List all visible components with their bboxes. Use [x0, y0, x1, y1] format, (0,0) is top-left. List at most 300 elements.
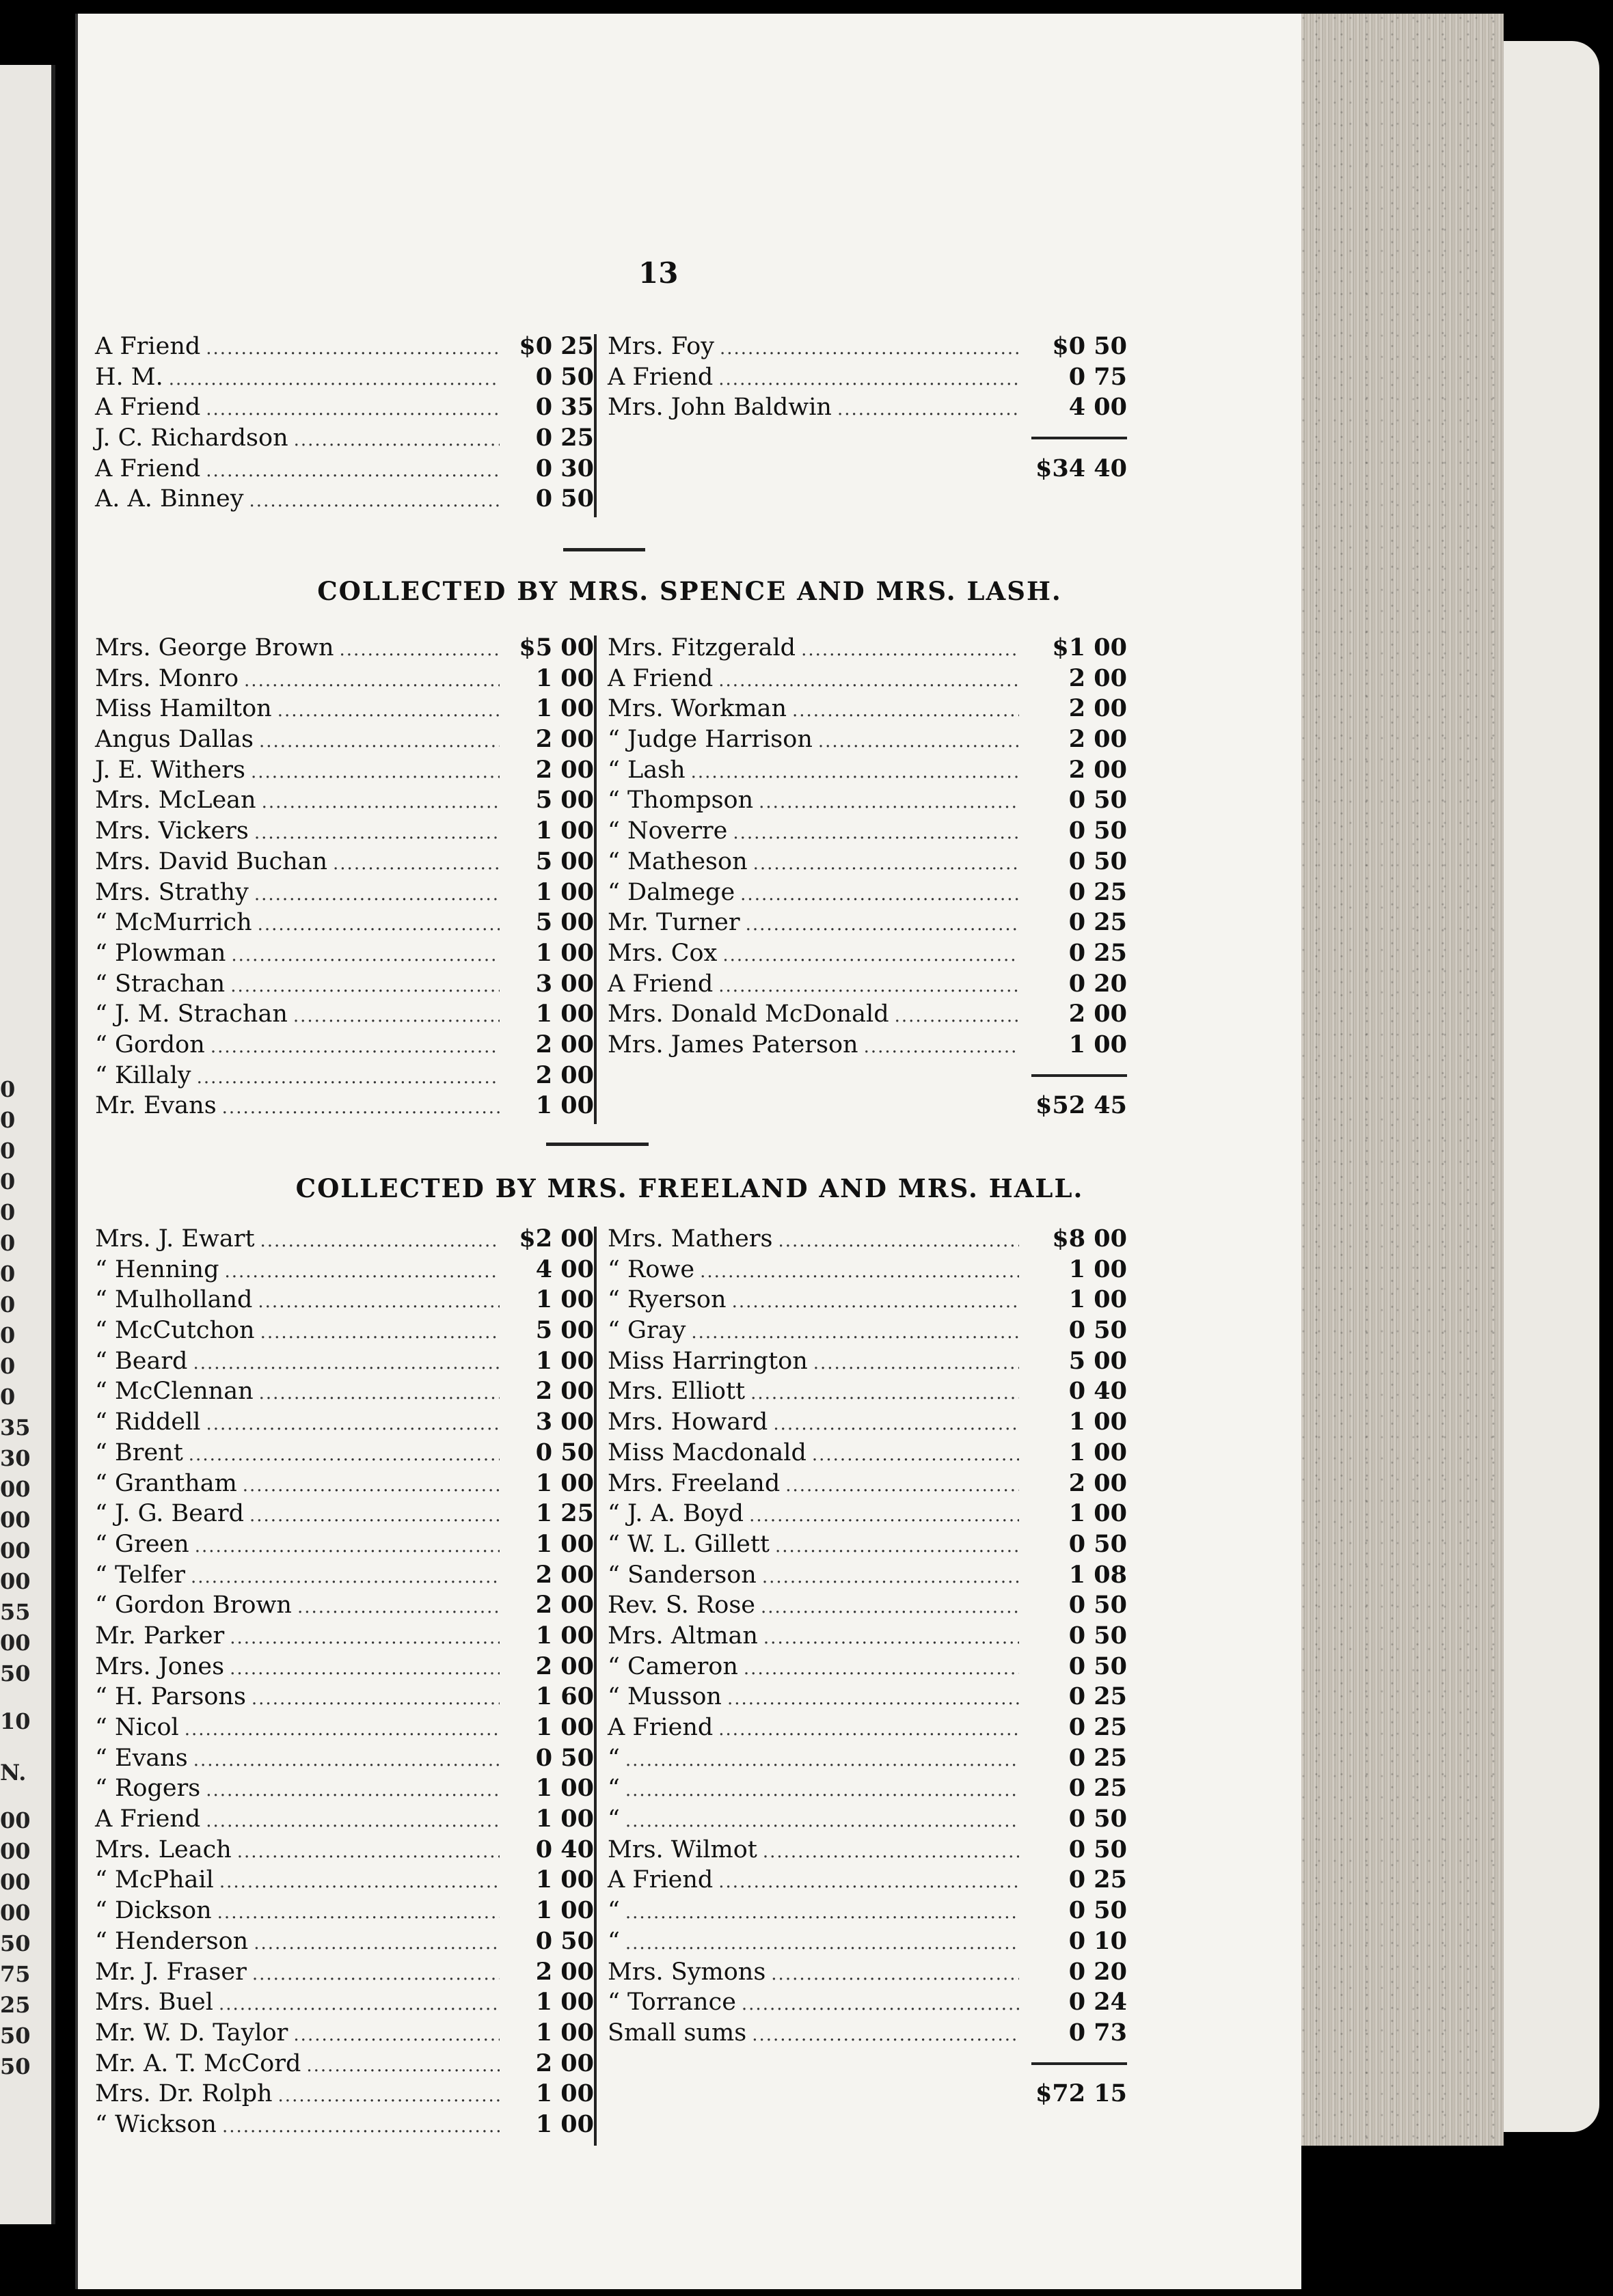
donor-name: A Friend	[95, 394, 201, 422]
donor-name: “ Rogers	[95, 1775, 201, 1803]
ledger-row	[95, 2049, 594, 2079]
donation-amount: 1 00	[535, 694, 594, 723]
donor-name: A Friend	[95, 333, 201, 360]
leader-dots	[243, 1471, 500, 1501]
ledger-row	[608, 1560, 1127, 1591]
donor-name: J. C. Richardson	[95, 424, 288, 452]
donor-name: “ Henning	[95, 1255, 219, 1283]
donor-name: Mrs. Wilmot	[608, 1835, 757, 1863]
ledger-row	[95, 1804, 594, 1835]
donation-amount: 1 00	[535, 817, 594, 845]
left-page-fragment: 75	[0, 1961, 31, 1987]
donor-name: A Friend	[95, 454, 201, 482]
donor-name: “ Green	[95, 1530, 189, 1558]
donor-name: “ J. M. Strachan	[95, 1000, 288, 1028]
leader-dots	[219, 1989, 500, 2020]
donor-name: “ Sanderson	[608, 1561, 757, 1589]
ledger-row	[95, 1255, 594, 1285]
ledger-row	[95, 1987, 594, 2018]
leader-dots	[763, 1623, 1019, 1654]
donor-name: “ Dickson	[95, 1897, 212, 1925]
total-amount: $72 15	[1035, 2079, 1127, 2108]
ledger-row	[608, 1255, 1127, 1285]
donor-name: “ Musson	[608, 1683, 722, 1711]
leader-dots	[333, 849, 500, 879]
donor-name: “	[608, 1744, 620, 1772]
ledger-row	[95, 331, 594, 362]
donor-name: Angus Dallas	[95, 726, 254, 754]
ledger-row	[608, 633, 1127, 664]
ledger-row	[95, 664, 594, 694]
leader-dots	[750, 1378, 1019, 1409]
donor-name: “ Judge Harrison	[608, 726, 813, 754]
left-page-fragment: N.	[0, 1760, 27, 1786]
donation-amount: 2 00	[535, 1377, 594, 1406]
page-number: 13	[638, 256, 679, 290]
ledger-row	[95, 1376, 594, 1407]
left-page-fragment: 00	[0, 1568, 31, 1594]
section-3-left-column	[95, 1224, 594, 2140]
donor-name: Mrs. Strathy	[95, 878, 249, 906]
donor-name: Mrs. Foy	[608, 333, 714, 360]
leader-dots	[211, 1032, 500, 1063]
column-rule	[594, 1227, 597, 2146]
leader-dots	[185, 1714, 500, 1745]
ledger-row	[95, 1061, 594, 1091]
donation-amount: 0 20	[1068, 1957, 1127, 1986]
left-page-fragment: 10	[0, 1708, 31, 1734]
donor-name: Mr. Evans	[95, 1092, 217, 1120]
ledger-row	[95, 1712, 594, 1743]
leader-dots	[262, 787, 500, 818]
donation-amount: $2 00	[519, 1225, 594, 1253]
ledger-row	[95, 1590, 594, 1621]
left-page-fragment: 0	[0, 1107, 16, 1133]
leader-dots	[744, 1654, 1019, 1684]
donor-name: “ Dalmege	[608, 878, 735, 906]
ledger-row	[95, 1499, 594, 1529]
donor-name: “ H. Parsons	[95, 1683, 246, 1711]
ledger-row	[95, 1682, 594, 1712]
left-page-fragment: 0	[0, 1261, 16, 1287]
left-page-fragment: 00	[0, 1869, 31, 1895]
donation-amount: 2 00	[535, 1652, 594, 1680]
donor-name: “ Evans	[95, 1744, 188, 1772]
ledger-row	[95, 392, 594, 423]
donor-name: Mr. J. Fraser	[95, 1958, 247, 1986]
donation-amount: 1 00	[1068, 1255, 1127, 1283]
donation-amount: 0 50	[535, 1438, 594, 1466]
leader-dots	[813, 1348, 1019, 1379]
ledger-row	[608, 1315, 1127, 1346]
donation-amount: $5 00	[519, 633, 594, 661]
ledger-row	[608, 877, 1127, 908]
donor-name: “	[608, 1775, 620, 1803]
ledger-row	[608, 1712, 1127, 1743]
donor-name: “ Telfer	[95, 1561, 185, 1589]
total-rule	[608, 2049, 1127, 2079]
donation-amount: 2 00	[535, 1061, 594, 1089]
leader-dots	[625, 1898, 1019, 1928]
leader-dots	[189, 1440, 500, 1471]
donation-amount: 0 25	[1068, 1682, 1127, 1711]
leader-dots	[254, 818, 500, 849]
donation-amount: 1 00	[1068, 1408, 1127, 1436]
donor-name: Mrs. Symons	[608, 1958, 766, 1986]
donor-name: Mrs. Donald McDonald	[608, 1000, 889, 1028]
ledger-row	[95, 1835, 594, 1866]
donor-name: “ J. G. Beard	[95, 1500, 244, 1528]
leader-dots	[293, 1001, 500, 1032]
leader-dots	[837, 394, 1019, 425]
leader-dots	[252, 1959, 500, 1990]
leader-dots	[244, 666, 500, 696]
leader-dots	[219, 1867, 500, 1898]
ledger-row	[95, 1091, 594, 1121]
ledger-row	[608, 392, 1127, 423]
leader-dots	[761, 1592, 1019, 1623]
donor-name: Miss Hamilton	[95, 695, 272, 723]
donor-name: Mrs. Vickers	[95, 817, 249, 845]
section-3-total	[608, 2079, 1127, 2109]
donor-name: H. M.	[95, 363, 163, 391]
leader-dots	[720, 333, 1019, 364]
ledger-row	[95, 362, 594, 393]
donor-name: “ Beard	[95, 1347, 188, 1375]
donation-amount: $0 25	[519, 332, 594, 360]
leader-dots	[718, 1867, 1019, 1898]
leader-dots	[773, 1409, 1019, 1440]
ledger-row	[95, 423, 594, 454]
donation-amount: $0 50	[1052, 332, 1127, 360]
section-3-right-column	[608, 1224, 1127, 2109]
donor-name: “ Gordon	[95, 1030, 205, 1058]
ledger-row	[608, 1529, 1127, 1560]
donation-amount: 2 00	[1068, 755, 1127, 784]
donation-amount: 4 00	[1068, 393, 1127, 422]
ledger-row	[608, 1621, 1127, 1652]
donor-name: Mrs. Dr. Rolph	[95, 2080, 273, 2108]
leader-dots	[206, 333, 500, 364]
donor-name: “ Wickson	[95, 2110, 217, 2138]
donor-name: Mr. Turner	[608, 909, 740, 937]
section-1-right-column	[608, 331, 1127, 484]
donation-amount: $1 00	[1052, 633, 1127, 661]
left-page-fragment: 30	[0, 1445, 31, 1471]
donation-amount: 1 00	[1068, 1438, 1127, 1466]
left-page-fragment: 0	[0, 1292, 16, 1317]
leader-dots	[749, 1501, 1019, 1531]
donation-amount: 2 00	[1068, 1468, 1127, 1497]
left-page-fragment: 00	[0, 1900, 31, 1926]
left-page-fragment: 0	[0, 1384, 16, 1410]
donation-amount: 1 00	[535, 877, 594, 906]
ledger-row	[95, 1621, 594, 1652]
leader-dots	[792, 696, 1019, 726]
donor-name: “ Ryerson	[608, 1286, 727, 1314]
donor-name: “ W. L. Gillett	[608, 1530, 770, 1558]
section-2-heading: COLLECTED BY MRS. SPENCE AND MRS. LASH.	[317, 576, 1062, 606]
ledger-row	[608, 362, 1127, 393]
donation-amount: 2 00	[535, 1030, 594, 1058]
donor-name: “ Strachan	[95, 970, 226, 998]
left-page-fragment: 25	[0, 1992, 31, 2018]
donor-name: A Friend	[608, 664, 714, 692]
leader-dots	[625, 1745, 1019, 1776]
donation-amount: 0 35	[535, 393, 594, 422]
donation-amount: 2 00	[1068, 694, 1127, 723]
left-page-fragment: 0	[0, 1322, 16, 1348]
donor-name: A Friend	[95, 1805, 201, 1833]
left-page-fragment: 00	[0, 1507, 31, 1533]
section-3-heading: COLLECTED BY MRS. FREELAND AND MRS. HALL.	[295, 1173, 1084, 1203]
leader-dots	[249, 486, 500, 517]
donor-name: “ McCutchon	[95, 1317, 255, 1345]
left-page-fragment: 00	[0, 1838, 31, 1864]
ledger-row	[608, 1804, 1127, 1835]
donor-name: Mrs. Leach	[95, 1835, 232, 1863]
donation-amount: 0 50	[1068, 1529, 1127, 1558]
ledger-row	[95, 1560, 594, 1591]
ledger-row	[95, 1468, 594, 1499]
leader-dots	[718, 666, 1019, 696]
donation-amount: 5 00	[535, 908, 594, 937]
leader-dots	[691, 757, 1019, 788]
leader-dots	[206, 394, 500, 425]
leader-dots	[277, 696, 500, 726]
ledger-row	[608, 847, 1127, 877]
ledger-row	[608, 816, 1127, 847]
ledger-row	[608, 1285, 1127, 1315]
donation-amount: 0 50	[535, 1743, 594, 1772]
ledger-row	[608, 1438, 1127, 1468]
section-2-left-column	[95, 633, 594, 1121]
leader-dots	[778, 1226, 1020, 1257]
donation-amount: 2 00	[1068, 1000, 1127, 1028]
ledger-row	[608, 1652, 1127, 1682]
donation-amount: 0 50	[1068, 1621, 1127, 1650]
donation-amount: 0 50	[1068, 847, 1127, 875]
donation-amount: 1 00	[535, 2079, 594, 2108]
donor-name: “ Killaly	[95, 1061, 191, 1089]
donor-name: A Friend	[608, 363, 714, 391]
donor-name: Mrs. Elliott	[608, 1378, 746, 1406]
ledger-row	[95, 1896, 594, 1926]
ledger-row	[608, 664, 1127, 694]
ledger-row	[608, 1468, 1127, 1499]
donor-name: Mrs. Monro	[95, 664, 239, 692]
donor-name: Mrs. Mathers	[608, 1225, 773, 1253]
donor-name: “ Plowman	[95, 939, 226, 967]
leader-dots	[224, 1257, 500, 1287]
ledger-row	[95, 1030, 594, 1061]
donation-amount: 2 00	[535, 755, 594, 784]
ledger-row	[95, 969, 594, 1000]
left-page-fragment: 0	[0, 1230, 16, 1256]
leader-dots	[259, 726, 500, 757]
leader-dots	[718, 1714, 1019, 1745]
donation-amount: 2 00	[1068, 664, 1127, 692]
leader-dots	[753, 849, 1019, 879]
donation-amount: $8 00	[1052, 1225, 1127, 1253]
donor-name: “ Torrance	[608, 1988, 736, 2017]
donation-amount: 2 00	[535, 1957, 594, 1986]
section-1-left-column	[95, 331, 594, 515]
donation-amount: 1 00	[535, 1346, 594, 1375]
page-edges	[1299, 14, 1504, 2146]
donation-amount: 0 50	[1068, 1896, 1127, 1925]
leader-dots	[864, 1032, 1019, 1063]
left-page-fragment: 0	[0, 1199, 16, 1225]
donor-name: “ Gordon Brown	[95, 1591, 292, 1620]
section-2-right-column	[608, 633, 1127, 1121]
ledger-row	[95, 2018, 594, 2049]
ledger-row	[95, 1865, 594, 1896]
left-page-fragment: 00	[0, 1630, 31, 1656]
total-rule	[608, 1061, 1127, 1091]
donation-amount: 2 00	[535, 1591, 594, 1620]
donor-name: “ McMurrich	[95, 909, 252, 937]
ledger-row	[95, 1529, 594, 1560]
section-1-right-list	[608, 331, 1127, 423]
leader-dots	[278, 2081, 500, 2112]
donation-amount: 1 00	[535, 664, 594, 692]
ledger-row	[95, 454, 594, 484]
donation-amount: 1 00	[535, 1774, 594, 1803]
donor-name: “ McClennan	[95, 1378, 254, 1406]
donor-name: “ Matheson	[608, 847, 748, 875]
left-page-fragment: 50	[0, 1930, 31, 1956]
donor-name: A Friend	[608, 970, 714, 998]
donor-name: Mrs. Workman	[608, 695, 787, 723]
donation-amount: 0 50	[535, 484, 594, 513]
leader-dots	[771, 1959, 1019, 1990]
leader-dots	[230, 971, 500, 1002]
ledger-row	[95, 1926, 594, 1957]
leader-dots	[625, 1775, 1019, 1806]
donation-amount: 1 00	[535, 2109, 594, 2138]
leader-dots	[231, 940, 500, 971]
donor-name: Miss Harrington	[608, 1347, 808, 1375]
leader-dots	[260, 1226, 500, 1257]
leader-dots	[222, 1093, 500, 1123]
donation-amount: 1 00	[535, 938, 594, 967]
donor-name: Mrs. George Brown	[95, 634, 334, 661]
donor-name: “ J. A. Boyd	[608, 1500, 744, 1528]
ledger-row	[608, 694, 1127, 724]
donation-amount: 0 73	[1068, 2018, 1127, 2047]
leader-dots	[293, 2020, 500, 2051]
leader-dots	[812, 1440, 1019, 1471]
donation-amount: 1 00	[535, 1091, 594, 1120]
donation-amount: 1 00	[1068, 1499, 1127, 1528]
donation-amount: 0 50	[1068, 1652, 1127, 1680]
ledger-row	[95, 1285, 594, 1315]
leader-dots	[306, 2051, 500, 2081]
ledger-row	[95, 694, 594, 724]
ledger-row	[608, 969, 1127, 1000]
donor-name: “ Gray	[608, 1317, 686, 1345]
donation-amount: 2 00	[535, 1560, 594, 1589]
leader-dots	[818, 726, 1019, 757]
ledger-row	[608, 1773, 1127, 1804]
left-page-fragment: 00	[0, 1476, 31, 1502]
separator	[546, 1143, 649, 1146]
donation-amount: 1 00	[535, 1988, 594, 2017]
left-page-fragment: 0	[0, 1076, 16, 1102]
donation-amount: 1 00	[535, 1468, 594, 1497]
donation-amount: 1 00	[1068, 1285, 1127, 1314]
donation-amount: 2 00	[535, 725, 594, 754]
leader-dots	[230, 1654, 500, 1684]
donation-amount: 0 25	[1068, 1713, 1127, 1741]
ledger-row	[608, 1224, 1127, 1255]
ledger-row	[95, 2079, 594, 2109]
ledger-row	[95, 816, 594, 847]
leader-dots	[260, 1317, 500, 1348]
leader-dots	[230, 1623, 500, 1654]
ledger-row	[608, 1926, 1127, 1957]
leader-dots	[625, 1806, 1019, 1837]
donor-name: Mrs. Altman	[608, 1622, 758, 1650]
separator	[563, 548, 645, 551]
donation-amount: 0 40	[535, 1835, 594, 1863]
leader-dots	[718, 364, 1019, 395]
page	[75, 14, 1301, 2289]
leader-dots	[733, 818, 1019, 849]
ledger-row	[95, 1773, 594, 1804]
leader-dots	[206, 1806, 500, 1837]
donor-name: “ Rowe	[608, 1255, 695, 1283]
leader-dots	[727, 1684, 1019, 1714]
donation-amount: 0 25	[1068, 1774, 1127, 1803]
leader-dots	[195, 1531, 500, 1562]
ledger-row	[608, 1590, 1127, 1621]
ledger-row	[95, 755, 594, 786]
leader-dots	[762, 1562, 1019, 1593]
donation-amount: 0 50	[1068, 1316, 1127, 1345]
left-page-fragment: 0	[0, 1353, 16, 1379]
donor-name: Mrs. David Buchan	[95, 847, 328, 875]
left-page-fragment: 00	[0, 1538, 31, 1563]
leader-dots	[718, 971, 1019, 1002]
ledger-row	[95, 1315, 594, 1346]
leader-dots	[254, 879, 500, 910]
donor-name: Mrs. James Paterson	[608, 1030, 858, 1058]
leader-dots	[249, 1501, 500, 1531]
ledger-row	[608, 2018, 1127, 2049]
left-page-fragment: 50	[0, 2023, 31, 2049]
ledger-row	[608, 1896, 1127, 1926]
donor-name: Mrs. John Baldwin	[608, 394, 832, 422]
donation-amount: 0 25	[1068, 938, 1127, 967]
leader-dots	[193, 1348, 500, 1379]
leader-dots	[258, 1287, 500, 1317]
donation-amount: 1 00	[535, 1621, 594, 1650]
leader-dots	[259, 1378, 500, 1409]
donation-amount: 1 00	[1068, 1030, 1127, 1058]
donation-amount: 5 00	[535, 786, 594, 815]
ledger-row	[95, 724, 594, 755]
leader-dots	[763, 1837, 1019, 1868]
donor-name: “	[608, 1897, 620, 1925]
leader-dots	[700, 1257, 1019, 1287]
leader-dots	[206, 1409, 500, 1440]
left-page-fragment: 0	[0, 1138, 16, 1164]
left-page-fragment: 55	[0, 1599, 31, 1625]
total-amount: $34 40	[1035, 454, 1127, 482]
leader-dots	[193, 1745, 500, 1776]
